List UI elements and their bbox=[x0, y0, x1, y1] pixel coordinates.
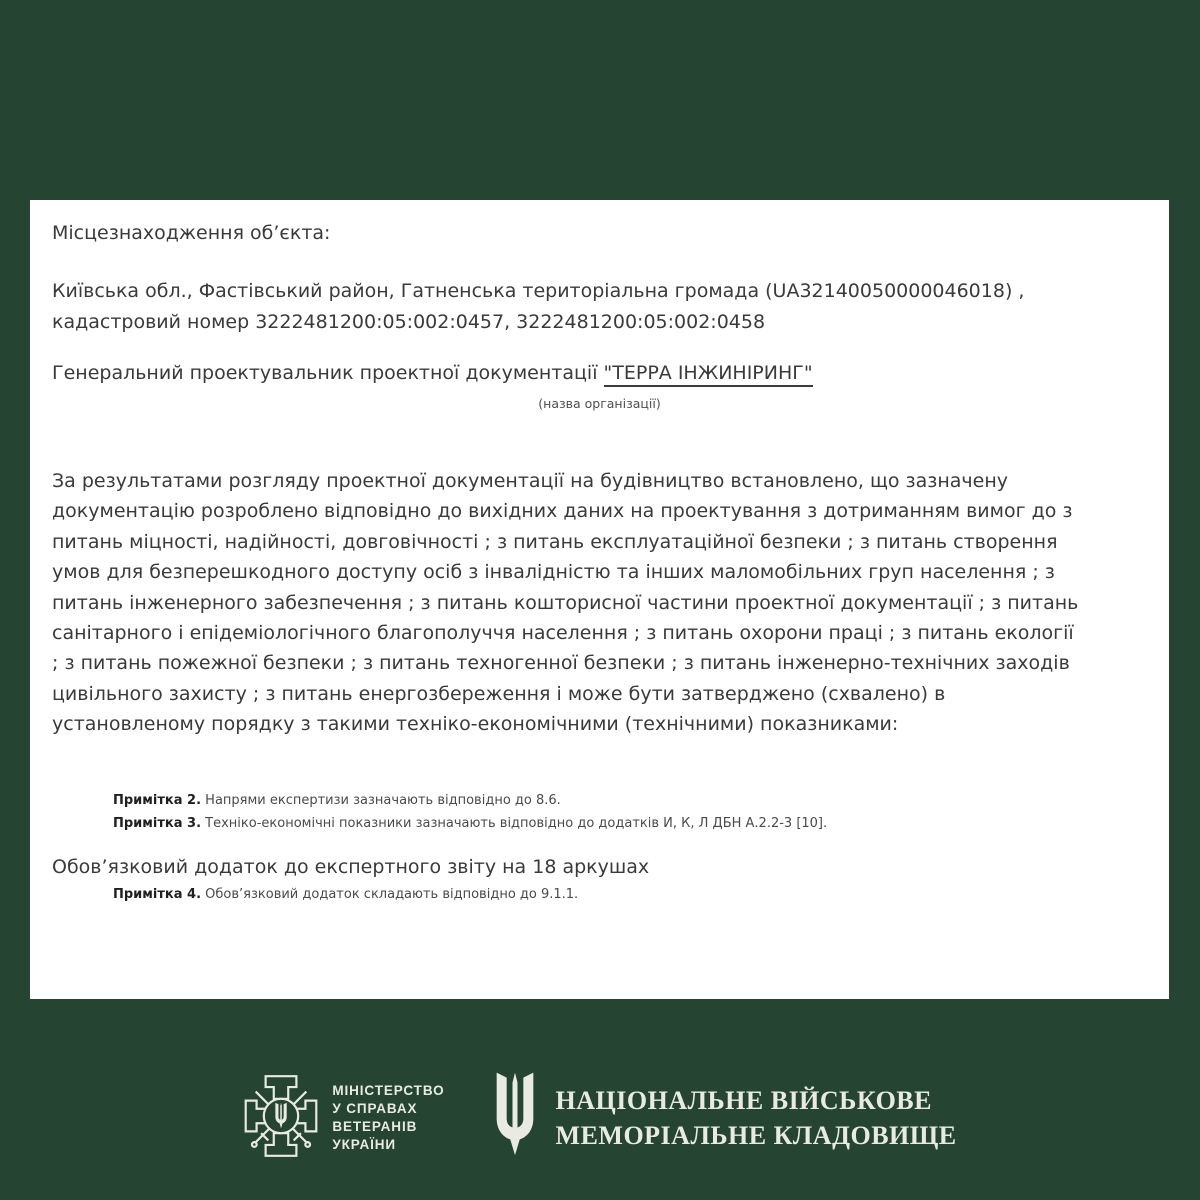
notes-block bbox=[113, 789, 827, 835]
location-line: Київська обл., Фастівський район, Гатненська територіальна громада (UA32140050000046018) , bbox=[52, 280, 1025, 302]
note-text: Обов’язковий додаток складають відповідно до 9.1.1. bbox=[201, 887, 579, 902]
cemetery-name bbox=[556, 1083, 957, 1153]
annex-line: Обов’язковий додаток до експертного звіту на 18 аркушах bbox=[52, 856, 650, 878]
note-label: Примітка 4. bbox=[113, 887, 202, 902]
note-text: Техніко-економічні показники зазначають відповідно до додатків И, К, Л ДБН А.2.2-3 [10]. bbox=[201, 816, 828, 831]
conclusion-line: питань міцності, надійності, довговічності ; з питань експлуатаційної безпеки ; з питань створення bbox=[52, 530, 1058, 553]
ministry-logo-group bbox=[243, 1073, 444, 1163]
conclusion-line: цивільного захисту ; з питань енергозбереження і може бути затверджено (схвалено) в bbox=[52, 682, 946, 705]
ministry-of-veterans-emblem-icon bbox=[243, 1073, 319, 1163]
conclusion-paragraph bbox=[52, 466, 1078, 740]
conclusion-line: питань інженерного забезпечення ; з питань кошторисної частини проектної документації ; з питань bbox=[52, 591, 1079, 614]
conclusion-line: установленому порядку з такими техніко-економічними (технічними) показниками: bbox=[52, 713, 899, 736]
location-line: кадастровий номер 3222481200:05:002:0457, 3222481200:05:002:0458 bbox=[52, 311, 766, 333]
cemetery-name-line: МЕМОРІАЛЬНЕ КЛАДОВИЩЕ bbox=[555, 1121, 957, 1150]
ministry-name-line: МІНІСТЕРСТВО bbox=[332, 1083, 445, 1098]
ministry-name bbox=[332, 1082, 444, 1154]
conclusion-line: За результатами розгляду проектної документації на будівництво встановлено, що зазначену bbox=[52, 470, 1009, 492]
cemetery-name-line: НАЦІОНАЛЬНЕ ВІЙСЬКОВЕ bbox=[555, 1086, 932, 1115]
note-3 bbox=[113, 812, 827, 835]
note-2 bbox=[113, 789, 827, 812]
conclusion-line: умов для безперешкодного доступу осіб з інвалідністю та інших маломобільних груп населення ; з bbox=[52, 561, 1055, 584]
conclusion-line: документацію розроблено відповідно до вихідних даних на проектування з дотриманням вимог до з bbox=[52, 500, 1073, 523]
tryzub-icon bbox=[490, 1070, 540, 1166]
designer-organization-name: "ТЕРРА ІНЖИНІРИНГ" bbox=[604, 362, 813, 387]
designer-prefix: Генеральний проектувальник проектної документації bbox=[52, 362, 604, 384]
note-label: Примітка 3. bbox=[113, 816, 202, 831]
note-4 bbox=[113, 887, 578, 902]
note-text: Напрями експертизи зазначають відповідно до 8.6. bbox=[201, 793, 561, 808]
ministry-name-line: УКРАЇНИ bbox=[332, 1137, 397, 1152]
cemetery-logo-group bbox=[490, 1070, 957, 1166]
conclusion-line: ; з питань пожежної безпеки ; з питань техногенної безпеки ; з питань інженерно-технічних заходів bbox=[52, 652, 1070, 675]
conclusion-line: санітарного і епідеміологічного благополуччя населення ; з питань охорони праці ; з питань екології bbox=[52, 622, 1074, 645]
document-panel bbox=[30, 200, 1169, 999]
location-block bbox=[52, 276, 1024, 338]
ministry-name-line: ВЕТЕРАНІВ bbox=[332, 1119, 418, 1134]
ministry-name-line: У СПРАВАХ bbox=[332, 1101, 418, 1116]
note-label: Примітка 2. bbox=[113, 793, 202, 808]
org-name-caption: (назва організації) bbox=[538, 396, 661, 411]
footer-logos bbox=[0, 1068, 1200, 1168]
location-label: Місцезнаходження об’єкта: bbox=[52, 222, 331, 244]
designer-line bbox=[52, 362, 813, 384]
